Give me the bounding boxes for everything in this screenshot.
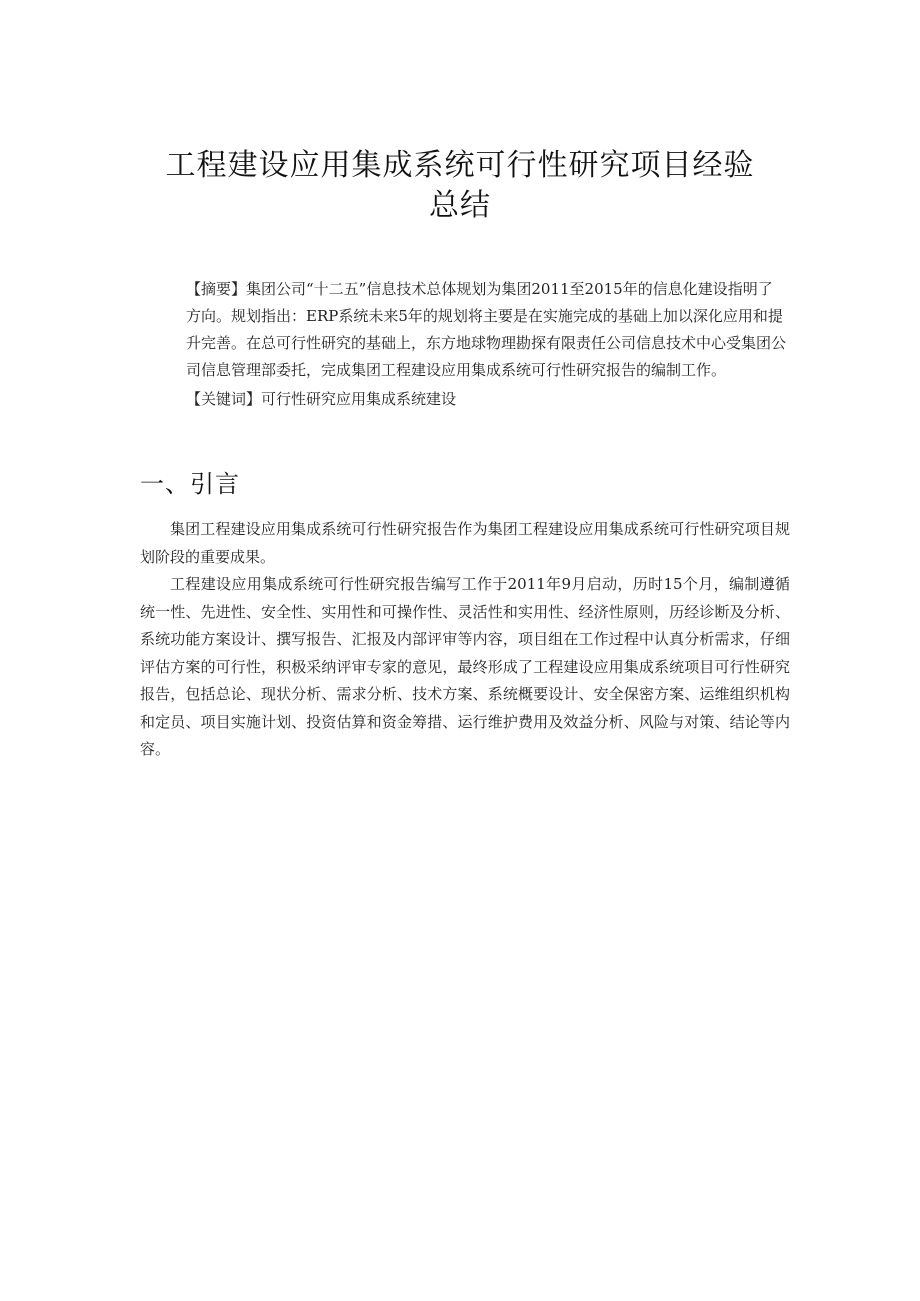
body-paragraph-2: 工程建设应用集成系统可行性研究报告编写工作于2011年9月启动，历时15个月，编制遵循统一性、先进性、安全性、实用性和可操作性、灵活性和实用性、经济性原则，历经诊断及分析、系统功能方案设计、撰写报告、汇报及内部评审等内容，项目组在工作过程中认真分析需求，仔细评估方案的可行性，积极采纳评审专家的意见，最终形成了工程建设应用集成系统项目可行性研究报告，包括总论、现状分析、需求分析、技术方案、系统概要设计、安全保密方案、运维组织机构和定员、项目实施计划、投资估算和资金筹措、运行维护费用及效益分析、风险与对策、结论等内容。 [140,575,790,758]
document-title-line1: 工程建设应用集成系统可行性研究项目经验 [165,148,755,183]
abstract-label: 【摘要】 [186,280,247,298]
body-paragraph-1: 集团工程建设应用集成系统可行性研究报告作为集团工程建设应用集成系统可行性研究项目规划阶段的重要成果。 [140,520,790,566]
keywords-label: 【关键词】 [186,390,262,408]
abstract-line3: 升完善。在总可行性研究的基础上，东方地球物理勘探有限责任公司信息技术中心受集团公 [186,334,787,352]
abstract-line4: 司信息管理部委托，完成集团工程建设应用集成系统可行性研究报告的编制工作。 [186,361,727,379]
abstract-block [186,276,796,413]
section-heading-introduction: 一、引言 [140,470,240,498]
keywords-line [186,386,796,413]
abstract-line1 [186,276,796,303]
section-body [140,516,790,764]
keywords-text: 可行性研究应用集成系统建设 [261,390,457,408]
document-title-line2: 总结 [429,188,491,223]
abstract-text-line1: 集团公司“十二五”信息技术总体规划为集团2011至2015年的信息化建设指明了 [246,280,773,298]
abstract-line2: 方向。规划指出：ERP系统未来5年的规划将主要是在实施完成的基础上加以深化应用和提 [186,307,783,325]
